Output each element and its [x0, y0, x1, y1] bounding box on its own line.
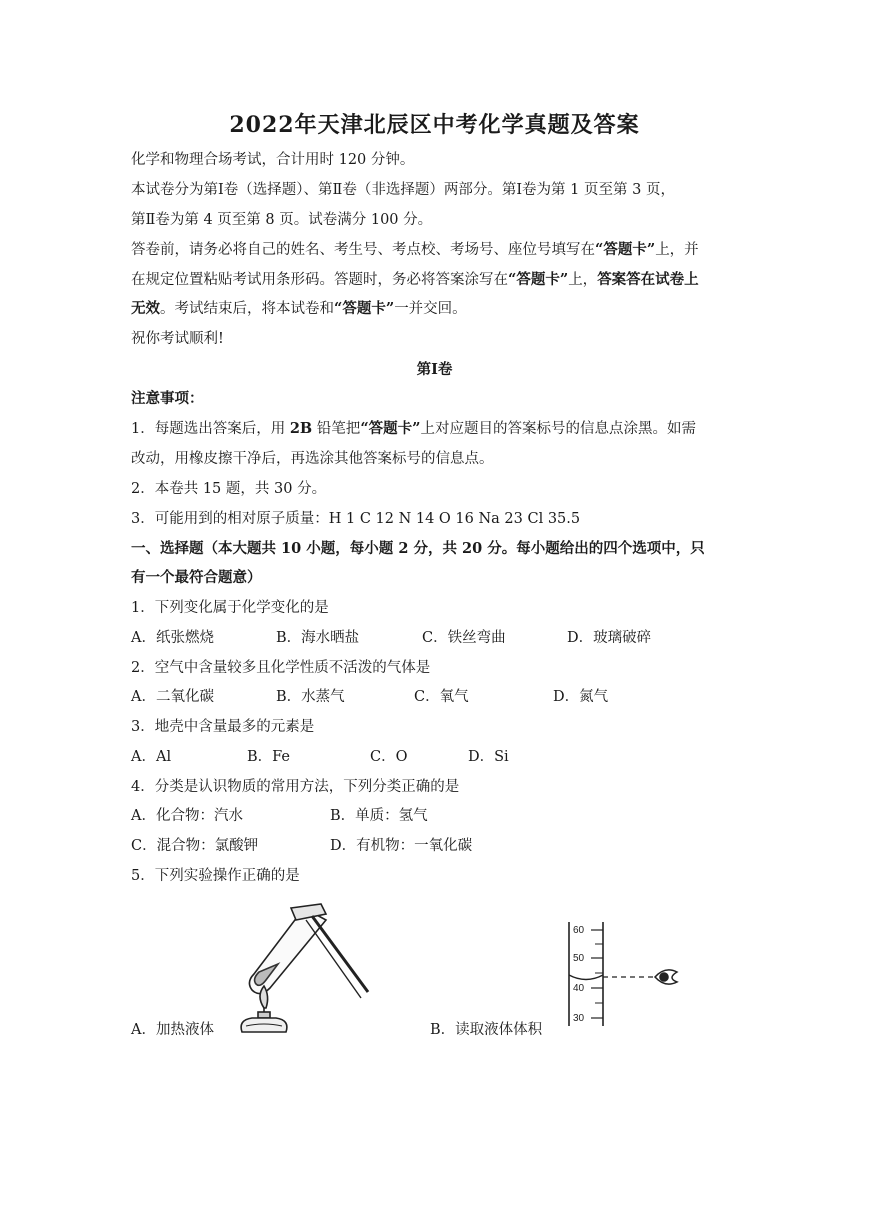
- q3-option-a: A．Al: [131, 749, 172, 765]
- cylinder-tick-60: 60: [573, 925, 585, 936]
- q1-option-c: C．铁丝弯曲: [422, 630, 506, 646]
- q1-option-a: A．纸张燃烧: [131, 630, 214, 646]
- intro-text: 上，: [568, 272, 598, 288]
- q4-option-b: B．单质：氢气: [330, 808, 428, 824]
- intro-line-1: 化学和物理合场考试，合计用时 120 分钟。: [131, 152, 415, 168]
- part1-heading-1: 一、选择题（本大题共 10 小题，每小题 2 分，共 20 分。每小题给出的四个选项中，只: [131, 540, 705, 557]
- q4-stem: 4．分类是认识物质的常用方法，下列分类正确的是: [131, 779, 460, 795]
- q3-option-c: C．O: [370, 749, 408, 765]
- q1-stem: 1．下列变化属于化学变化的是: [131, 600, 329, 616]
- part1-heading-2: 有一个最符合题意）: [131, 569, 262, 586]
- note-text: 上对应题目的答案标号的信息点涂黑。如需: [420, 421, 696, 437]
- q5-option-a: A．加热液体: [131, 1022, 214, 1038]
- intro-line-4: [131, 240, 699, 260]
- q4-option-a: A．化合物：汽水: [131, 808, 243, 824]
- answer-card-term: “答题卡”: [334, 300, 395, 317]
- note-text: 铅笔把: [312, 421, 361, 437]
- intro-text: 。考试结束后，将本试卷和: [160, 301, 334, 317]
- cylinder-tick-30: 30: [573, 1013, 585, 1024]
- q1-option-d: D．玻璃破碎: [567, 630, 652, 646]
- q2-option-c: C．氧气: [414, 689, 469, 705]
- note-3: 3．可能用到的相对原子质量：H 1 C 12 N 14 O 16 Na 23 Cl 35.5: [131, 511, 581, 527]
- notes-heading: 注意事项：: [131, 390, 204, 407]
- q1-option-b: B．海水晒盐: [276, 630, 360, 646]
- q3-stem: 3．地壳中含量最多的元素是: [131, 719, 315, 735]
- q2-stem: 2．空气中含量较多且化学性质不活泼的气体是: [131, 660, 431, 676]
- q5-stem: 5．下列实验操作正确的是: [131, 868, 300, 884]
- note-text: 1．每题选出答案后，用: [131, 421, 290, 437]
- intro-line-2: 本试卷分为第Ⅰ卷（选择题）、第Ⅱ卷（非选择题）两部分。第Ⅰ卷为第 1 页至第 3 页，: [131, 182, 675, 198]
- intro-line-3: 第Ⅱ卷为第 4 页至第 8 页。试卷满分 100 分。: [131, 212, 433, 228]
- note-2: 2．本卷共 15 题，共 30 分。: [131, 481, 327, 497]
- q5-option-b: B．读取液体体积: [430, 1022, 543, 1038]
- page-title: 2022年天津北辰区中考化学真题及答案: [229, 112, 640, 138]
- reading-volume-figure: [555, 918, 695, 1028]
- note-1-cont: 改动，用橡皮擦干净后，再选涂其他答案标号的信息点。: [131, 451, 494, 467]
- q3-option-b: B．Fe: [247, 749, 291, 765]
- section-heading: 第Ⅰ卷: [416, 361, 453, 378]
- invalid-warning: 无效: [131, 300, 160, 317]
- q3-option-d: D．Si: [468, 749, 509, 765]
- cylinder-tick-40: 40: [573, 983, 585, 994]
- intro-text: 在规定位置粘贴考试用条形码。答题时，务必将答案涂写在: [131, 272, 508, 288]
- intro-text: 上，并: [655, 242, 699, 258]
- intro-line-6: [131, 299, 467, 319]
- q2-option-d: D．氮气: [553, 689, 609, 705]
- intro-text: 一并交回。: [394, 301, 467, 317]
- intro-text: 答卷前，请务必将自己的姓名、考生号、考点校、考场号、座位号填写在: [131, 242, 595, 258]
- answer-card-term: “答题卡”: [595, 241, 656, 258]
- invalid-warning: 答案答在试卷上: [597, 271, 699, 288]
- pencil-type: 2B: [289, 420, 313, 437]
- intro-line-5: [131, 270, 699, 290]
- answer-card-term: “答题卡”: [360, 420, 421, 437]
- cylinder-tick-50: 50: [573, 953, 585, 964]
- q4-option-c: C．混合物：氯酸钾: [131, 838, 259, 854]
- note-1: [131, 419, 696, 439]
- q2-option-b: B．水蒸气: [276, 689, 345, 705]
- good-luck-line: 祝你考试顺利!: [131, 331, 224, 347]
- q4-option-d: D．有机物：一氧化碳: [330, 838, 473, 854]
- heating-liquid-figure: [226, 900, 376, 1035]
- answer-card-term: “答题卡”: [508, 271, 569, 288]
- q2-option-a: A．二氧化碳: [131, 689, 214, 705]
